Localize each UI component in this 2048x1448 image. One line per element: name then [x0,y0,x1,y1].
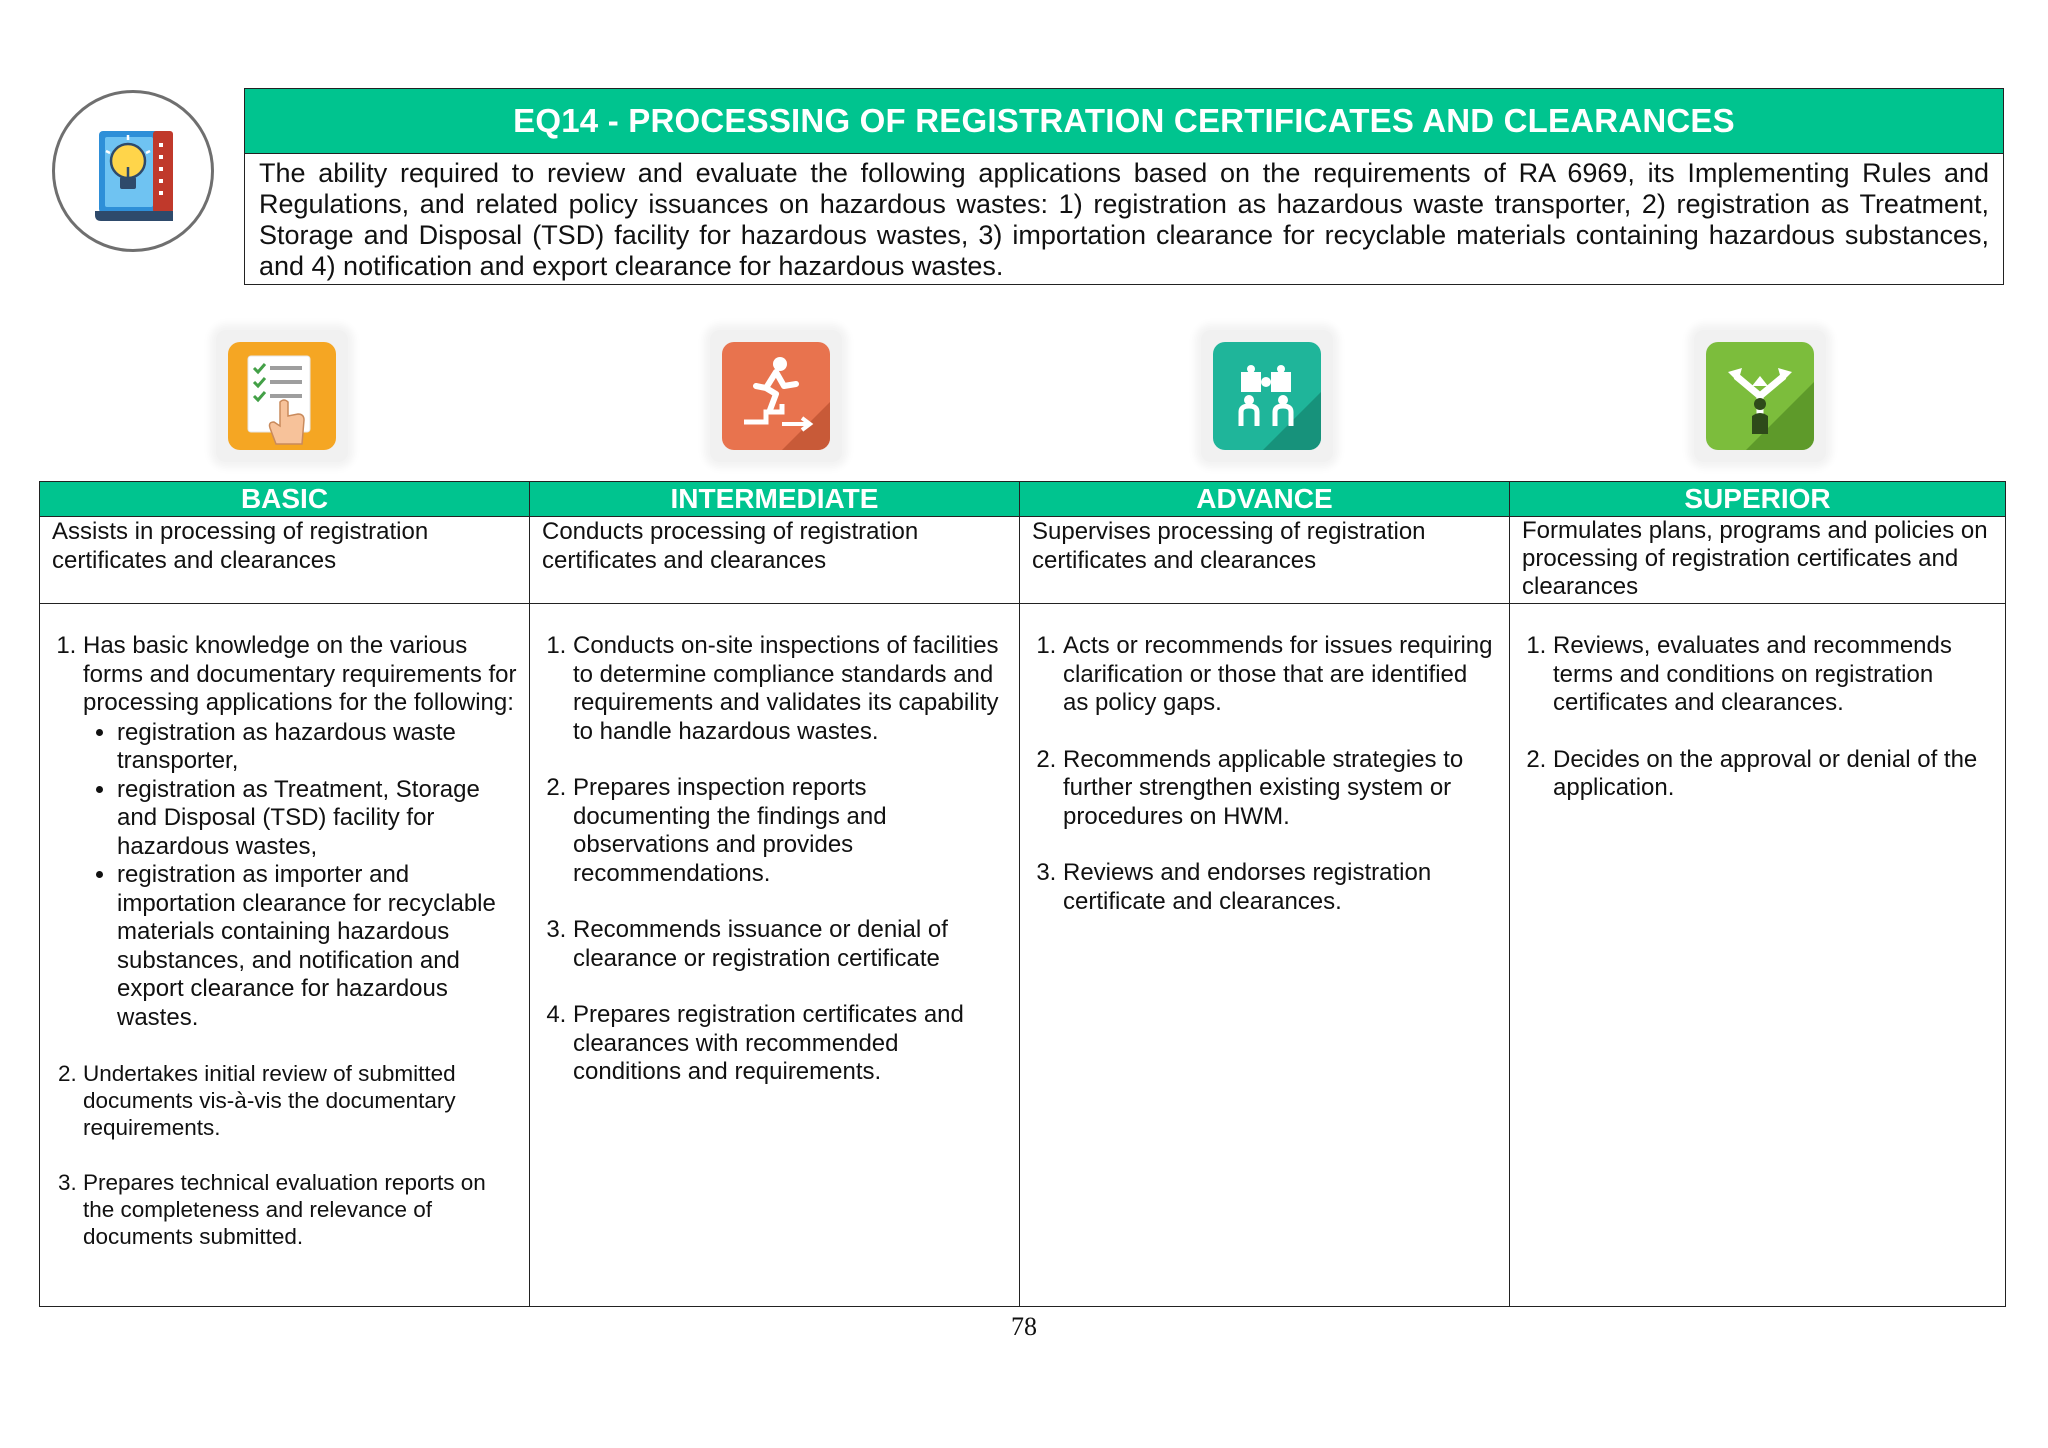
competency-header [244,88,2004,285]
list-item: 3. Prepares technical evaluation reports on the completeness and relevance of documents submitted. [83,1169,517,1250]
list-item [83,632,517,1032]
indicator-list [52,632,517,1250]
indicator-list [1522,632,1993,803]
list-item: 1. Conducts on-site inspections of facilities to determine compliance standards and requirements and validates its capability to handle hazardous wastes. [573,632,1007,746]
level-header-intermediate: INTERMEDIATE [530,482,1020,517]
level-details-intermediate [530,604,1020,1307]
competency-description: The ability required to review and evaluate the following applications based on the requirements of RA 6969, its Implementing Rules and Regulations, and related policy issuances on hazardous wastes: 1) registration as hazardous waste transporter, 2) registration as Treatment, Storage and Disposal (TSD) facility for hazardous wastes, 3) importation clearance for recyclable materials containing hazardous substances, and 4) notification and export clearance for hazardous wastes. [259,158,1989,281]
running-person-stairs-icon [710,330,842,462]
list-item: 4. Prepares registration certificates and clearances with recommended conditions and requirements. [573,1001,1007,1087]
level-summary-superior: Formulates plans, programs and policies on processing of registration certificates and clearances [1510,517,2006,604]
lightbulb-book-icon [52,90,214,252]
page-title: EQ14 - PROCESSING OF REGISTRATION CERTIFICATES AND CLEARANCES [245,89,2003,154]
level-header-advance: ADVANCE [1020,482,1510,517]
list-item: 2. Recommends applicable strategies to further strengthen existing system or procedures on HWM. [1063,746,1497,832]
indicator-text: Has basic knowledge on the various forms and documentary requirements for processing applications for the following: [83,632,517,716]
level-summary-basic: Assists in processing of registration certificates and clearances [40,517,530,604]
sub-list-item: • registration as hazardous waste transporter, [117,719,517,776]
table-header-row [40,482,2006,517]
list-item: 3. Reviews and endorses registration certificate and clearances. [1063,859,1497,916]
level-details-superior [1510,604,2006,1307]
level-header-superior: SUPERIOR [1510,482,2006,517]
list-item: 1. Acts or recommends for issues requiring clarification or those that are identified as policy gaps. [1063,632,1497,718]
page-number: 78 [1011,1312,1037,1341]
person-crossroads-arrows-icon [1694,330,1826,462]
level-header-basic: BASIC [40,482,530,517]
list-item: 2. Undertakes initial review of submitted documents vis-à-vis the documentary requirements. [83,1060,517,1141]
level-details-advance [1020,604,1510,1307]
sub-list [83,719,517,1033]
level-summary-advance: Supervises processing of registration certificates and clearances [1020,517,1510,604]
list-item: 3. Recommends issuance or denial of clearance or registration certificate [573,916,1007,973]
indicator-list [542,632,1007,1087]
details-row [40,604,2006,1307]
summary-row [40,517,2006,604]
competency-levels-table [39,481,2006,1307]
sub-list-item: • registration as Treatment, Storage and Disposal (TSD) facility for hazardous wastes, [117,776,517,862]
sub-list-item: • registration as importer and importation clearance for recyclable materials containing hazardous substances, and notification and export clearance for hazardous wastes. [117,861,517,1032]
list-item: 2. Prepares inspection reports documenting the findings and observations and provides recommendations. [573,774,1007,888]
level-details-basic [40,604,530,1307]
list-item: 2. Decides on the approval or denial of the application. [1553,746,1993,803]
list-item: 1. Reviews, evaluates and recommends terms and conditions on registration certificates and clearances. [1553,632,1993,718]
checklist-hand-icon [216,330,348,462]
level-summary-intermediate: Conducts processing of registration certificates and clearances [530,517,1020,604]
indicator-list [1032,632,1497,916]
team-puzzle-icon [1201,330,1333,462]
